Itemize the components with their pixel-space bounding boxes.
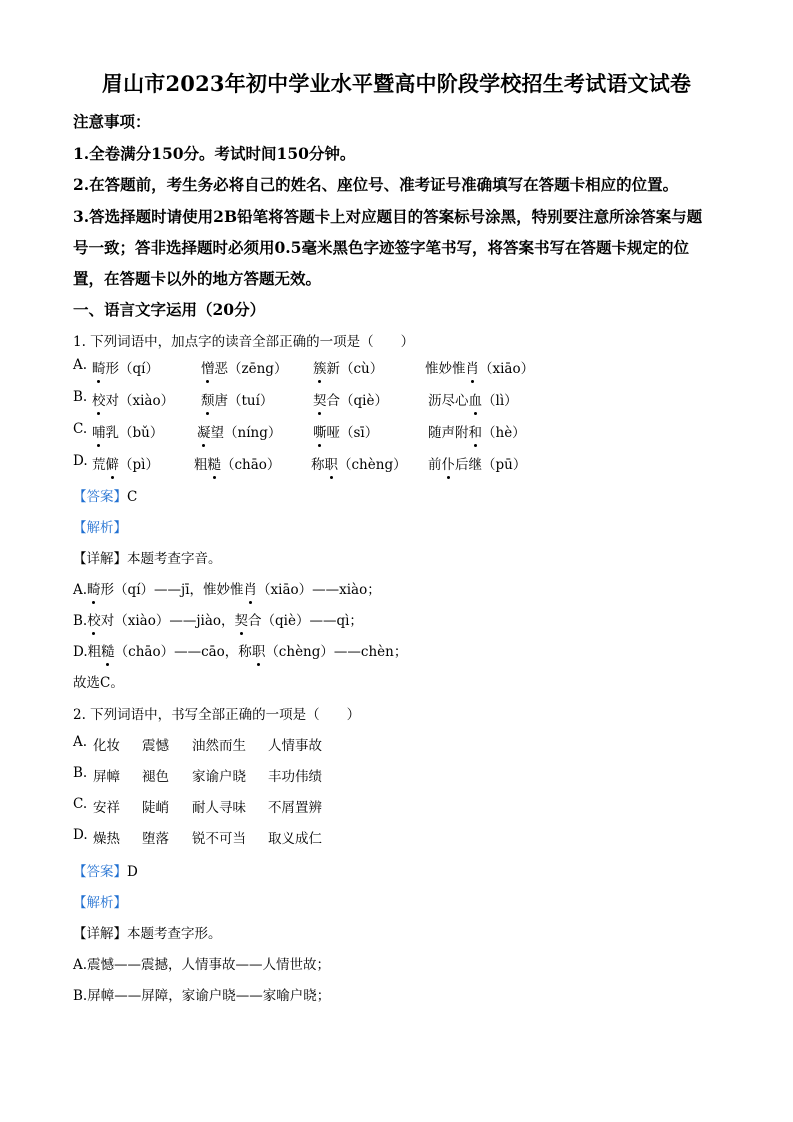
q1-answer: [73, 485, 137, 505]
q1-word: 荒僻（pì）: [92, 453, 159, 473]
q2-option-label: B.: [73, 765, 88, 781]
q2-stem: 2. 下列词语中，书写全部正确的一项是（ ）: [73, 707, 361, 723]
q1-detail: 【详解】本题考查字音。: [73, 551, 222, 567]
q2-detail: 【详解】本题考查字形。: [73, 926, 222, 942]
q2-word: 震憾: [142, 738, 169, 754]
q2-word: 堕落: [142, 831, 169, 847]
q1-word: 沥尽心血（lì）: [428, 389, 518, 409]
q2-option-label: D.: [73, 827, 88, 843]
q2-word: 耐人寻味: [192, 800, 246, 816]
q2-word: 燥热: [93, 831, 120, 847]
q1-option-label: D.: [73, 453, 88, 469]
notice-item-1: 1.全卷满分150分。考试时间150分钟。: [73, 144, 356, 163]
q1-word: 惟妙惟肖（xiāo）: [425, 357, 534, 377]
q1-explanation-a: A.畸形（qí）——jī，惟妙惟肖（xiāo）——xiào；: [73, 578, 381, 598]
q1-word: 契合（qiè）: [313, 389, 388, 409]
q1-option-label: C.: [73, 421, 88, 437]
q1-explanation-d: D.粗糙（chāo）——cāo，称职（chèng）——chèn；: [73, 640, 407, 660]
q2-option-label: C.: [73, 796, 88, 812]
q2-word: 丰功伟绩: [268, 769, 322, 785]
q1-option-label: A.: [73, 357, 88, 373]
q2-explanation-b: B.屏幛——屏障，家谕户晓——家喻户晓；: [73, 988, 331, 1004]
q1-word: 簇新（cù）: [313, 357, 383, 377]
q2-answer: [73, 860, 138, 880]
q1-word: 称职（chèng）: [311, 453, 407, 473]
q2-word: 褪色: [142, 769, 169, 785]
answer-value: D: [127, 864, 138, 880]
q1-word: 校对（xiào）: [92, 389, 174, 409]
q2-word: 人情事故: [268, 738, 322, 754]
q1-word: 颓唐（tuí）: [201, 389, 273, 409]
q1-word: 前仆后继（pū）: [428, 453, 526, 473]
exam-title: 眉山市2023年初中学业水平暨高中阶段学校招生考试语文试卷: [101, 71, 692, 96]
q2-word: 取义成仁: [268, 831, 322, 847]
answer-tag: 【答案】: [73, 864, 127, 880]
q1-word: 憎恶（zēng）: [201, 357, 287, 377]
notice-item-2: 2.在答题前，考生务必将自己的姓名、座位号、准考证号准确填写在答题卡相应的位置。: [73, 175, 679, 194]
q2-word: 安祥: [93, 800, 120, 816]
answer-value: C: [127, 489, 138, 505]
q2-word: 陡峭: [142, 800, 169, 816]
q1-word: 哺乳（bǔ）: [92, 421, 163, 441]
q2-explanation-a: A.震憾——震撼，人情事故——人情世故；: [73, 957, 331, 973]
notice-item-3-line-1: 3.答选择题时请使用2B铅笔将答题卡上对应题目的答案标号涂黑，特别要注意所涂答案与题: [73, 207, 703, 226]
answer-tag: 【答案】: [73, 489, 127, 505]
q1-word: 随声附和（hè）: [428, 421, 526, 441]
q2-word: 屏幛: [93, 769, 120, 785]
q2-analysis-tag: 【解析】: [73, 895, 127, 911]
q1-conclusion: 故选C。: [73, 675, 124, 691]
q1-stem: 1. 下列词语中，加点字的读音全部正确的一项是（ ）: [73, 334, 415, 350]
notice-item-3-line-3: 置，在答题卡以外的地方答题无效。: [73, 269, 322, 288]
notice-heading: 注意事项：: [73, 112, 151, 131]
q2-word: 家谕户晓: [192, 769, 246, 785]
q2-word: 油然而生: [192, 738, 246, 754]
q2-option-label: A.: [73, 734, 88, 750]
q1-word: 畸形（qí）: [92, 357, 159, 377]
q2-word: 不屑置辨: [268, 800, 322, 816]
q1-explanation-b: B.校对（xiào）——jiào，契合（qiè）——qì；: [73, 609, 363, 629]
q1-option-label: B.: [73, 389, 88, 405]
q2-word: 锐不可当: [192, 831, 246, 847]
q2-word: 化妆: [93, 738, 120, 754]
section-heading: 一、语言文字运用（20分）: [73, 300, 266, 319]
q1-word: 凝望（níng）: [197, 421, 281, 441]
notice-item-3-line-2: 号一致；答非选择题时必须用0.5毫米黑色字迹签字笔书写，将答案书写在答题卡规定的位: [73, 238, 689, 257]
q1-word: 粗糙（chāo）: [194, 453, 280, 473]
q1-word: 嘶哑（sī）: [313, 421, 378, 441]
q1-analysis-tag: 【解析】: [73, 520, 127, 536]
